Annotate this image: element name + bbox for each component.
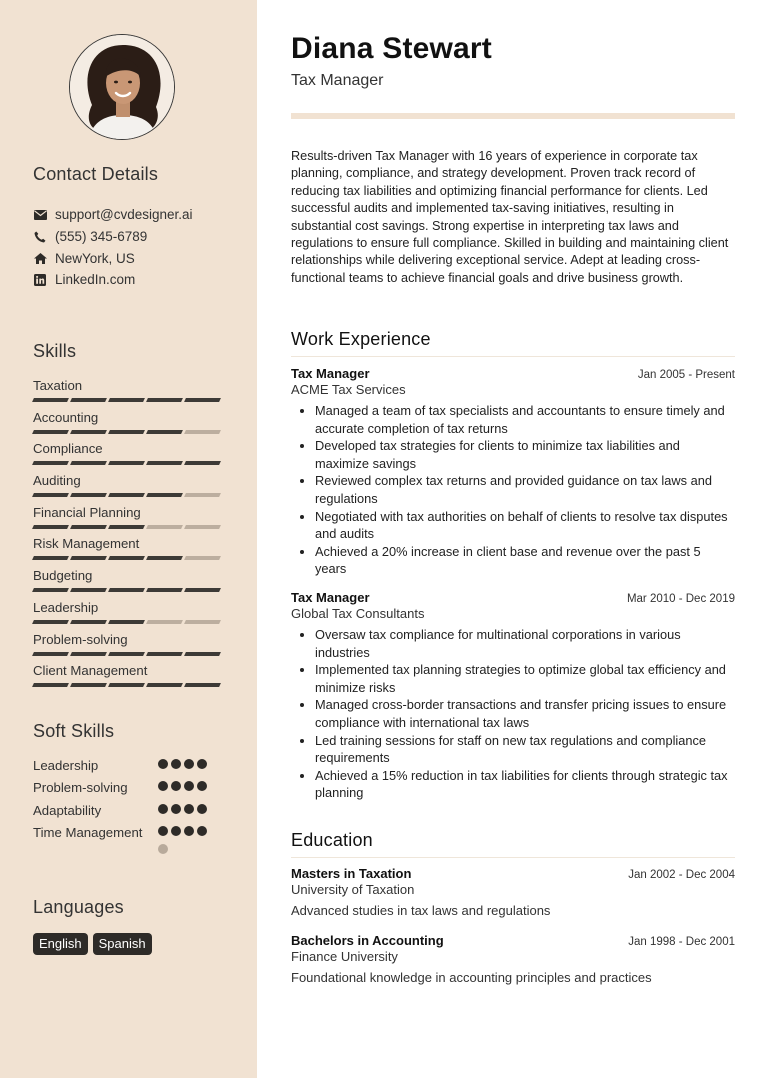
- skill-level-segment: [32, 620, 69, 624]
- skill-level-segment: [108, 525, 145, 529]
- soft-skill-item: [33, 757, 143, 775]
- job-date: Mar 2010 - Dec 2019: [626, 593, 735, 605]
- skill-level-bar: [33, 683, 220, 687]
- skill-level-segment: [108, 461, 145, 465]
- job-bullet: • Implemented tax planning strategies to optimize global tax efficiency and minimize risks: [315, 661, 735, 696]
- soft-skills-heading: Soft Skills: [33, 721, 115, 741]
- skill-level-segment: [108, 556, 145, 560]
- skill-level-bar: [33, 398, 220, 402]
- skill-level-segment: [184, 683, 221, 687]
- degree-description: Foundational knowledge in accounting principles and practices: [291, 970, 652, 985]
- job-bullet: • Managed cross-border transactions and transfer pricing issues to ensure compliance with international tax laws: [315, 696, 735, 731]
- skill-level-segment: [70, 652, 107, 656]
- skill-level-bar: [33, 620, 220, 624]
- skill-level-bar: [33, 525, 220, 529]
- skill-level-segment: [108, 430, 145, 434]
- rating-dot: [197, 759, 207, 769]
- job-bullet: • Developed tax strategies for clients to minimize tax liabilities and maximize savings: [315, 437, 735, 472]
- education-entry: [291, 933, 735, 985]
- contact-linkedin[interactable]: [33, 269, 193, 291]
- skill-level-segment: [70, 525, 107, 529]
- job-company: Global Tax Consultants: [291, 606, 425, 621]
- skill-level-segment: [184, 620, 221, 624]
- rating-dot: [197, 804, 207, 814]
- contact-phone-text: (555) 345-6789: [55, 229, 148, 245]
- candidate-role: Tax Manager: [291, 72, 384, 89]
- skill-level-segment: [32, 652, 69, 656]
- skill-label: Budgeting: [33, 568, 93, 584]
- skill-level-segment: [70, 620, 107, 624]
- skill-level-segment: [184, 652, 221, 656]
- linkedin-icon: [33, 273, 47, 287]
- skill-label: Financial Planning: [33, 504, 141, 520]
- contact-list: [33, 204, 193, 291]
- rating-dot: [184, 826, 194, 836]
- soft-skill-rating: [158, 781, 207, 791]
- job-bullet: • Achieved a 15% reduction in tax liabilities for clients through strategic tax planning: [315, 767, 735, 802]
- skill-label: Accounting: [33, 409, 99, 425]
- rating-dot: [158, 826, 168, 836]
- rating-dot: [197, 826, 207, 836]
- skill-level-segment: [32, 525, 69, 529]
- skill-level-segment: [108, 398, 145, 402]
- skill-level-bar: [33, 461, 220, 465]
- skill-level-segment: [184, 493, 221, 497]
- skill-item: [33, 631, 225, 663]
- job-bullet: • Negotiated with tax authorities on behalf of clients to resolve tax disputes and audits: [315, 508, 735, 543]
- job-bullets: [291, 402, 735, 578]
- skill-level-segment: [32, 683, 69, 687]
- language-badge-spanish: Spanish: [93, 933, 152, 955]
- skill-level-segment: [32, 588, 69, 592]
- skill-level-segment: [108, 620, 145, 624]
- institution: University of Taxation: [291, 882, 415, 897]
- soft-skill-rating: [158, 826, 207, 836]
- skill-level-segment: [146, 398, 183, 402]
- contact-location-text: NewYork, US: [55, 250, 135, 266]
- skill-level-segment: [70, 398, 107, 402]
- skill-item: [33, 472, 225, 504]
- skill-label: Problem-solving: [33, 631, 128, 647]
- rating-dot: [158, 759, 168, 769]
- skill-label: Compliance: [33, 441, 103, 457]
- rating-dot: [158, 781, 168, 791]
- languages-heading: Languages: [33, 897, 124, 917]
- job-entry: [291, 366, 735, 578]
- rating-dot: [184, 759, 194, 769]
- skill-item: [33, 535, 225, 567]
- skill-label: Auditing: [33, 473, 81, 489]
- education-entry: [291, 866, 735, 918]
- contact-location: [33, 247, 193, 269]
- contact-phone[interactable]: [33, 226, 193, 248]
- skill-item: [33, 409, 225, 441]
- skill-level-segment: [184, 430, 221, 434]
- skill-level-segment: [146, 461, 183, 465]
- soft-skill-label: Leadership: [33, 758, 99, 773]
- skill-level-segment: [146, 525, 183, 529]
- rating-dot: [171, 781, 181, 791]
- skill-level-segment: [146, 556, 183, 560]
- skill-level-bar: [33, 430, 220, 434]
- contact-email[interactable]: [33, 204, 193, 226]
- skills-list: [33, 377, 225, 694]
- skill-level-segment: [32, 461, 69, 465]
- skill-level-segment: [146, 588, 183, 592]
- skill-level-segment: [108, 683, 145, 687]
- skill-level-bar: [33, 493, 220, 497]
- rating-dot: [171, 804, 181, 814]
- skill-level-segment: [108, 493, 145, 497]
- degree-title: Masters in Taxation: [291, 866, 412, 881]
- contact-email-text: support@cvdesigner.ai: [55, 207, 193, 223]
- job-company: ACME Tax Services: [291, 382, 406, 397]
- skill-level-segment: [32, 493, 69, 497]
- skill-label: Client Management: [33, 663, 148, 679]
- profile-summary: Results-driven Tax Manager with 16 years of experience in corporate tax planning, compliance, and strategy development. Proven track record of reducing tax liabilities and optimizing financial performance for clients. Led successful audits and implemented tax-saving initiatives, resulting in substantial cost savings. Strong expertise in interpreting tax laws and regulations to ensure full compliance. Skilled in building and maintaining client relationships while delivering exceptional service. Adept at leading cross-functional teams to achieve financial goals and drive business growth.: [291, 149, 729, 285]
- skills-heading: Skills: [33, 341, 77, 361]
- skill-level-segment: [70, 588, 107, 592]
- skill-level-segment: [184, 588, 221, 592]
- rating-dot: [184, 804, 194, 814]
- education-heading: Education: [291, 830, 735, 858]
- rating-dot: [158, 804, 168, 814]
- skill-level-segment: [108, 588, 145, 592]
- skill-level-segment: [32, 398, 69, 402]
- rating-dot: [197, 781, 207, 791]
- job-date: Jan 2005 - Present: [637, 369, 735, 381]
- skill-item: [33, 377, 225, 409]
- soft-skill-label: Adaptability: [33, 803, 102, 818]
- candidate-name: Diana Stewart: [291, 32, 492, 65]
- soft-skill-item: [33, 802, 143, 820]
- envelope-icon: [33, 208, 47, 222]
- skill-level-segment: [70, 683, 107, 687]
- job-title: Tax Manager: [291, 590, 370, 605]
- language-badge-english: English: [33, 933, 88, 955]
- institution: Finance University: [291, 949, 398, 964]
- contact-linkedin-text: LinkedIn.com: [55, 272, 136, 288]
- skill-level-bar: [33, 588, 220, 592]
- soft-skill-rating: [158, 759, 207, 769]
- skill-level-segment: [32, 430, 69, 434]
- job-bullet: • Managed a team of tax specialists and accountants to ensure timely and accurate completion of tax returns: [315, 402, 735, 437]
- soft-skill-label: Time Management: [33, 825, 143, 840]
- skill-level-bar: [33, 556, 220, 560]
- degree-title: Bachelors in Accounting: [291, 933, 444, 948]
- rating-dot: [171, 826, 181, 836]
- skill-level-segment: [70, 461, 107, 465]
- skill-item: [33, 440, 225, 472]
- skill-label: Leadership: [33, 599, 99, 615]
- job-bullet: • Reviewed complex tax returns and provided guidance on tax laws and regulations: [315, 472, 735, 507]
- soft-skill-rating: [158, 804, 207, 814]
- degree-description: Advanced studies in tax laws and regulations: [291, 903, 551, 918]
- job-bullet: • Achieved a 20% increase in client base and revenue over the past 5 years: [315, 543, 735, 578]
- avatar: [69, 34, 175, 140]
- skill-level-segment: [70, 493, 107, 497]
- skill-level-segment: [70, 430, 107, 434]
- skill-level-segment: [184, 525, 221, 529]
- skill-level-segment: [146, 652, 183, 656]
- rating-dot: [184, 781, 194, 791]
- job-entry: [291, 590, 735, 802]
- job-title: Tax Manager: [291, 366, 370, 381]
- skill-level-segment: [146, 683, 183, 687]
- header-divider: [291, 113, 735, 119]
- rating-dot: [171, 759, 181, 769]
- skill-level-bar: [33, 652, 220, 656]
- skill-level-segment: [32, 556, 69, 560]
- skill-level-segment: [184, 556, 221, 560]
- soft-skill-extra-dot: [158, 844, 168, 854]
- work-experience-heading: Work Experience: [291, 329, 735, 357]
- sidebar: [0, 0, 257, 1078]
- skill-level-segment: [184, 398, 221, 402]
- job-bullet: • Oversaw tax compliance for multinational corporations in various industries: [315, 626, 735, 661]
- skill-item: [33, 662, 225, 694]
- home-icon: [33, 251, 47, 265]
- skill-level-segment: [146, 430, 183, 434]
- degree-date: Jan 2002 - Dec 2004: [628, 869, 735, 881]
- skill-level-segment: [108, 652, 145, 656]
- soft-skill-item: [33, 779, 143, 797]
- skill-item: [33, 567, 225, 599]
- job-bullets: [291, 626, 735, 802]
- soft-skill-label: Problem-solving: [33, 780, 128, 795]
- skill-level-segment: [146, 620, 183, 624]
- contact-details-heading: Contact Details: [33, 164, 159, 184]
- skill-item: [33, 599, 225, 631]
- phone-icon: [33, 230, 47, 244]
- skill-item: [33, 504, 225, 536]
- languages-list: [33, 933, 152, 955]
- skill-level-segment: [184, 461, 221, 465]
- skill-label: Risk Management: [33, 536, 140, 552]
- skill-level-segment: [146, 493, 183, 497]
- job-bullet: • Led training sessions for staff on new tax regulations and compliance requirements: [315, 732, 735, 767]
- main-content: [257, 0, 768, 1078]
- degree-date: Jan 1998 - Dec 2001: [628, 936, 735, 948]
- skill-level-segment: [70, 556, 107, 560]
- soft-skill-item: [33, 824, 143, 842]
- skill-label: Taxation: [33, 378, 83, 393]
